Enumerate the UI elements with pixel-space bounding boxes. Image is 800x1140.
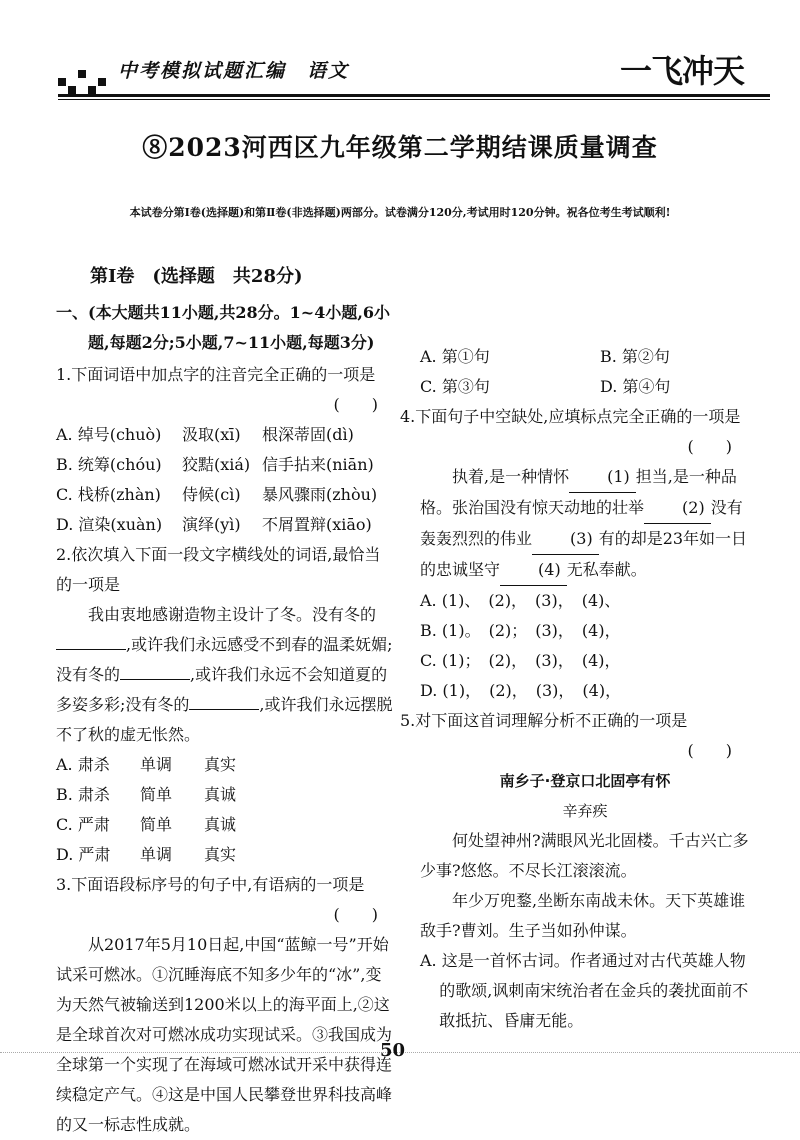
q3-options — [420, 342, 750, 402]
q4-options — [420, 586, 750, 706]
q1-stem: 1.下面词语中加点字的注音完全正确的一项是 — [56, 365, 376, 384]
exam-title: ⑧2023河西区九年级第二学期结课质量调查 — [142, 133, 658, 162]
q4-stem: 4.下面句子中空缺处,应填标点完全正确的一项是 — [400, 407, 741, 426]
exam-instructions: 本试卷分第Ⅰ卷(选择题)和第Ⅱ卷(非选择题)两部分。试卷满分120分,考试用时120分钟。祝各位考生考试顺利! — [129, 206, 671, 219]
q2-blank-1 — [56, 649, 126, 650]
q3-options-row1: A. 第①句 B. 第②句 — [420, 347, 670, 366]
q5-answer-paren: ( ) — [687, 741, 732, 760]
q2-options — [56, 750, 396, 870]
poem-title: 南乡子·登京口北固亭有怀 — [499, 772, 671, 790]
q2-option-a: A. 肃杀 单调 真实 — [56, 755, 237, 774]
q3-options-row2: C. 第③句 D. 第④句 — [420, 377, 671, 396]
q1-option-b: B. 统筹(chóu) 狡黠(xiá) 信手拈来(niān) — [56, 455, 374, 474]
page-number: 50 — [380, 1040, 406, 1061]
poem-author: 辛弃疾 — [562, 802, 608, 820]
q1-options — [56, 420, 396, 540]
poem-line-1: 何处望神州?满眼风光北固楼。千古兴亡多少事?悠悠。不尽长江滚滚流。 — [420, 831, 749, 880]
q3-stem: 3.下面语段标序号的句子中,有语病的一项是 — [56, 875, 365, 894]
q2-passage: 我由衷地感谢造物主设计了冬。没有冬的,或许我们永远感受不到春的温柔妩媚;没有冬的 ,或许我们永远不会知道夏的多姿多彩;没有冬的 ,或许我们永远摆脱不了秋的虚无怅然。 — [56, 605, 393, 744]
q2-blank-3 — [189, 709, 259, 710]
q1-option-a: A. 绰号(chuò) 汲取(xī) 根深蒂固(dì) — [56, 425, 354, 444]
q4-passage: 执着,是一种情怀 (1) 担当,是一种品格。张治国没有惊天动地的壮举 (2) 没有轰轰烈烈的伟业 (3) 有的却是23年如一日的忠诚坚守 (4) 无私奉献。 — [420, 462, 750, 586]
q2-option-c: C. 严肃 简单 真诚 — [56, 815, 237, 834]
q5-option-a: A. 这是一首怀古词。作者通过对古代英雄人物的歌颂,讽刺南宋统治者在金兵的袭扰面前不敢抵抗、昏庸无能。 — [420, 951, 749, 1030]
q1-answer-paren: ( ) — [333, 395, 378, 414]
q2-option-d: D. 严肃 单调 真实 — [56, 845, 237, 864]
part1-heading: 第Ⅰ卷 (选择题 共28分) — [90, 266, 303, 287]
header-squares-decoration — [58, 60, 108, 96]
q4-option-c: C. (1)； (2)， (3)， (4)， — [420, 651, 621, 670]
poem-line-2: 年少万兜鍪,坐断东南战未休。天下英雄谁敌手?曹刘。生子当如孙仲谋。 — [420, 891, 746, 940]
q2-blank-2 — [120, 679, 190, 680]
q1-option-d: D. 渲染(xuàn) 演绎(yì) 不屑置辩(xiāo) — [56, 515, 372, 534]
book-title: 中考模拟试题汇编 语文 — [118, 60, 350, 82]
header-rule-thin — [58, 99, 770, 100]
q3-passage: 从2017年5月10日起,中国“蓝鲸一号”开始试采可燃冰。①沉睡海底不知多少年的“冰”,变为天然气被输送到1200米以上的海平面上,②这是全球首次对可燃冰成功实现试采。③我国成为全球第一个实现了在海域可燃冰试开采中获得连续稳定产气。④这是中国人民攀登世界科技高峰的又一标志性成就。 — [56, 935, 393, 1134]
header-rule — [58, 94, 770, 97]
section-instructions: 一、(本大题共11小题,共28分。1~4小题,6小题,每题2分;5小题,7~11小题,每题3分) — [56, 303, 391, 352]
q4-option-b: B. (1)。 (2)； (3)， (4)， — [420, 621, 621, 640]
page-header — [0, 40, 800, 112]
q2-stem: 2.依次填入下面一段文字横线处的词语,最恰当的一项是 — [56, 545, 381, 594]
q5-stem: 5.对下面这首词理解分析不正确的一项是 — [400, 711, 688, 730]
q1-option-c: C. 栈桥(zhàn) 侍候(cì) 暴风骤雨(zhòu) — [56, 485, 378, 504]
q4-option-d: D. (1)， (2)， (3)， (4)， — [420, 681, 622, 700]
brand-logo: 一飞冲天 — [620, 52, 745, 90]
q2-option-b: B. 肃杀 简单 真诚 — [56, 785, 237, 804]
q4-option-a: A. (1)、 (2)， (3)， (4)、 — [420, 591, 621, 610]
q3-answer-paren: ( ) — [333, 905, 378, 924]
q4-answer-paren: ( ) — [687, 437, 732, 456]
right-column — [400, 252, 750, 1036]
